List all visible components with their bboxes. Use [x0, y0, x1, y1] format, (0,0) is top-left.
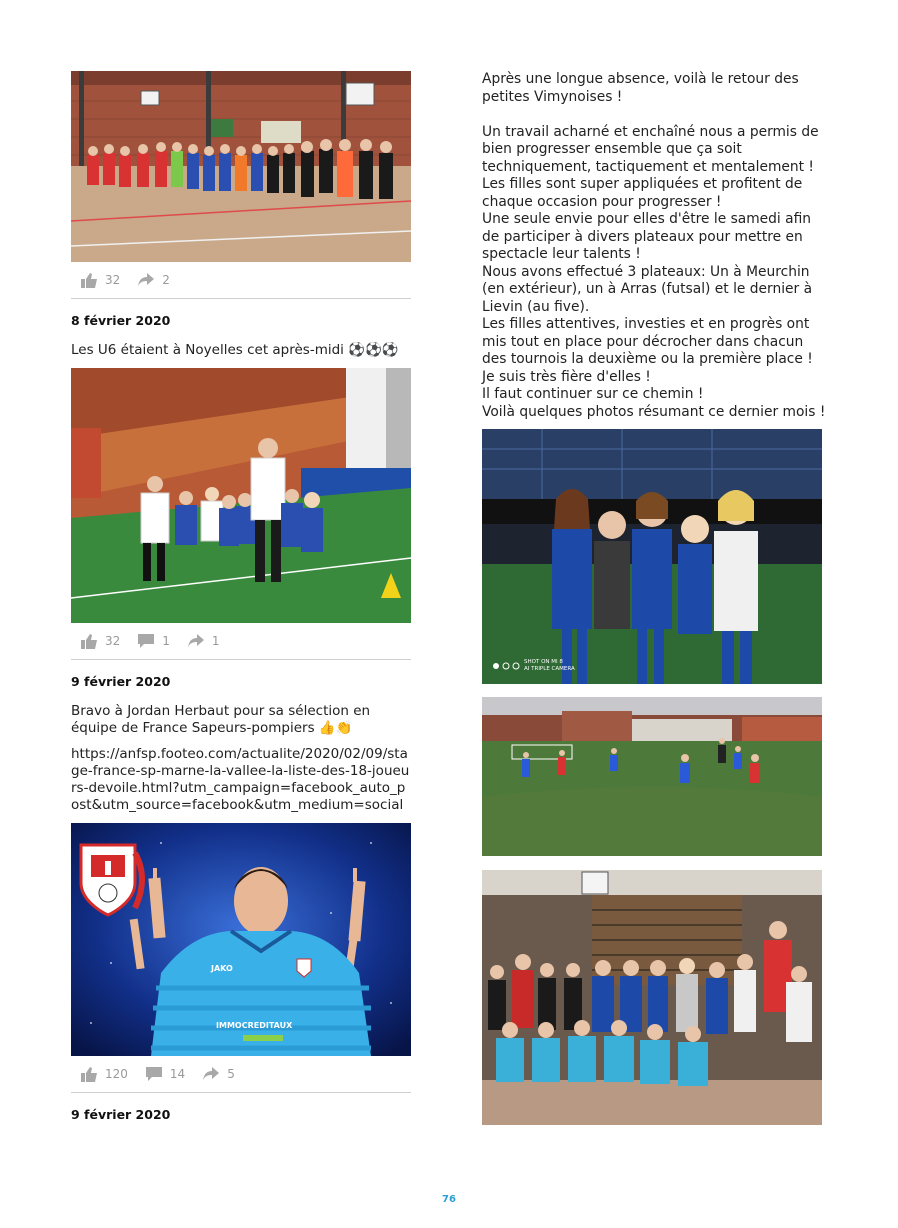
shares-stat[interactable]	[188, 634, 220, 648]
comment-bubble-icon	[138, 634, 154, 648]
comment-bubble-icon	[146, 1067, 162, 1081]
post-date: 8 février 2020	[71, 313, 171, 328]
share-arrow-icon	[188, 634, 204, 648]
likes-count: 32	[105, 634, 121, 648]
watermark-line-1: SHOT ON MI 8	[524, 659, 563, 665]
photo-outdoor-field[interactable]	[482, 697, 822, 856]
likes-stat[interactable]	[81, 273, 120, 288]
left-column	[71, 71, 411, 1136]
watermark-line-2: AI TRIPLE CAMERA	[524, 666, 575, 672]
share-arrow-icon	[138, 273, 154, 287]
shares-count: 1	[211, 634, 220, 648]
comments-count: 1	[162, 634, 170, 648]
post-photo-jordan-herbaut[interactable]	[71, 823, 411, 1056]
shares-stat[interactable]	[138, 273, 170, 287]
thumbs-up-icon	[81, 1067, 97, 1082]
likes-count: 32	[105, 273, 121, 287]
likes-count: 120	[105, 1067, 128, 1081]
post-photo-team-gym[interactable]	[71, 71, 411, 262]
shares-stat[interactable]	[203, 1067, 235, 1081]
post-link[interactable]: https://anfsp.footeo.com/actualite/2020/02/09/stage-france-sp-marne-la-vallee-la-liste-des-18-joueurs-devoile.html?utm_campaign=facebook_auto_post&utm_source=facebook&utm_medium=social	[71, 746, 410, 813]
post-date: 9 février 2020	[71, 674, 171, 689]
likes-stat[interactable]	[81, 1067, 128, 1082]
photo-gym-two-teams[interactable]	[482, 870, 822, 1125]
post-photo-u6-noyelles[interactable]	[71, 368, 411, 623]
post-stats	[71, 262, 411, 299]
comments-stat[interactable]	[146, 1067, 185, 1081]
photo-girls-five[interactable]	[482, 429, 822, 684]
post-stats	[71, 623, 411, 660]
thumbs-up-icon	[81, 273, 97, 288]
shares-count: 2	[162, 273, 170, 287]
post-text-vimynoises: Après une longue absence, voilà le retour des petites Vimynoises ! Un travail acharné et enchaîné nous a permis de bien progresser ensemble que ça soit techniquement, tactiquement et mentalement ! Les filles sont super appliquées et profitent de chaque occasion pour progresser ! Une seule envie pour elles d'être le samedi afin de participer à divers plateaux pour mettre en spectacle leur talents ! Nous avons effectué 3 plateaux: Un à Meurchin (en extérieur), un à Arras (futsal) et le dernier à Lievin (au five). Les filles attentives, investies et en progrès ont mis tout en place pour décrocher dans chacun des tournois la deuxième ou la première place ! Je suis très fière d'elles ! Il faut continuer sur ce chemin ! Voilà quelques photos résumant ce dernier mois !	[482, 71, 826, 420]
thumbs-up-icon	[81, 634, 97, 649]
post-stats	[71, 1056, 411, 1093]
likes-stat[interactable]	[81, 634, 120, 649]
jersey-brand-text: JAKO	[211, 964, 233, 973]
page-number: 76	[442, 1194, 456, 1205]
post-date: 9 février 2020	[71, 1107, 171, 1122]
share-arrow-icon	[203, 1067, 219, 1081]
post-text: Les U6 étaient à Noyelles cet après-midi ⚽⚽⚽	[71, 342, 399, 358]
post-text: Bravo à Jordan Herbaut pour sa sélection en équipe de France Sapeurs-pompiers 👍👏	[71, 703, 371, 736]
comments-stat[interactable]	[138, 634, 170, 648]
jersey-sponsor-text: IMMOCREDITAUX	[216, 1021, 293, 1030]
comments-count: 14	[169, 1067, 186, 1081]
shares-count: 5	[227, 1067, 235, 1081]
right-column	[482, 71, 827, 1125]
